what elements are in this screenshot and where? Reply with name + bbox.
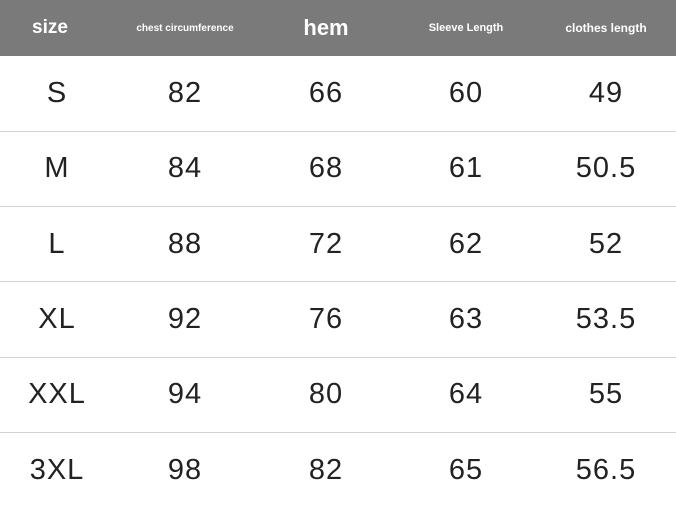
cell-clothes-length: 50.5 (575, 152, 637, 185)
cell-clothes-length: 52 (588, 227, 624, 260)
cell-size: XL (38, 303, 76, 336)
cell-chest-circumference: 94 (167, 378, 203, 411)
cell-clothes-length: 49 (588, 76, 624, 109)
column-header-hem: hem (303, 15, 349, 40)
cell-sleeve-length: 61 (448, 152, 484, 185)
column-header-clothes-length: clothes length (565, 21, 647, 35)
cell-sleeve-length: 63 (448, 303, 484, 336)
cell-chest-circumference: 92 (167, 303, 203, 336)
cell-hem: 76 (308, 303, 344, 336)
table-row (0, 207, 676, 282)
cell-hem: 66 (308, 76, 344, 109)
cell-size: XXL (28, 378, 86, 411)
cell-hem: 80 (308, 378, 344, 411)
cell-size: S (46, 76, 68, 109)
column-header-chest-circumference: chest circumference (136, 22, 234, 34)
table-row (0, 433, 676, 508)
cell-chest-circumference: 82 (167, 76, 203, 109)
cell-size: M (44, 152, 70, 185)
table-header-row (0, 0, 676, 56)
cell-hem: 82 (308, 454, 344, 487)
cell-sleeve-length: 62 (448, 227, 484, 260)
table-row (0, 131, 676, 206)
column-header-size: size (32, 17, 68, 38)
cell-chest-circumference: 98 (167, 454, 203, 487)
table-row (0, 56, 676, 131)
cell-clothes-length: 55 (588, 378, 624, 411)
table-row (0, 282, 676, 357)
cell-clothes-length: 56.5 (575, 454, 637, 487)
cell-size: 3XL (29, 454, 85, 487)
cell-hem: 68 (308, 152, 344, 185)
cell-chest-circumference: 88 (167, 227, 203, 260)
cell-clothes-length: 53.5 (575, 303, 637, 336)
cell-hem: 72 (308, 227, 344, 260)
cell-sleeve-length: 65 (448, 454, 484, 487)
cell-sleeve-length: 64 (448, 378, 484, 411)
table-row (0, 357, 676, 432)
table-header (0, 0, 676, 56)
cell-size: L (48, 227, 66, 260)
column-header-sleeve-length: Sleeve Length (428, 22, 504, 34)
table-body (0, 56, 676, 508)
cell-chest-circumference: 84 (167, 152, 203, 185)
cell-sleeve-length: 60 (448, 76, 484, 109)
